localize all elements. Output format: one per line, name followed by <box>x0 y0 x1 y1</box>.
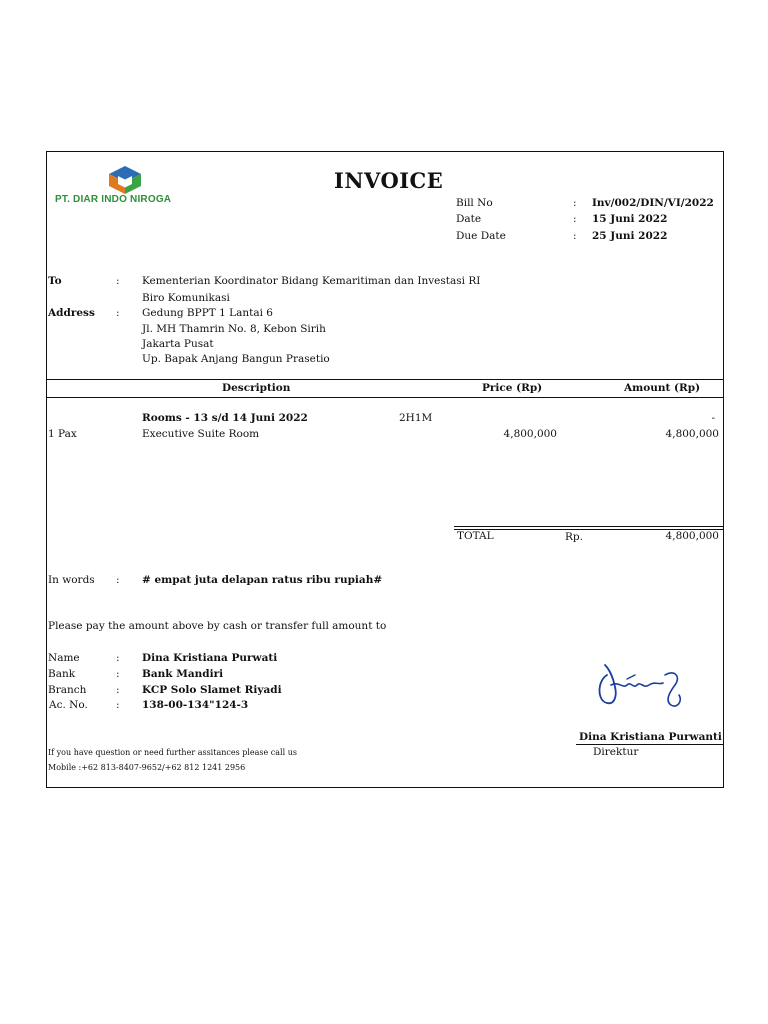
branch-sep: : <box>116 684 120 696</box>
date-label: Date <box>456 213 482 225</box>
contact-line-2: Mobile :+62 813-8407-9652/+62 812 1241 2956 <box>48 763 246 772</box>
bank-name-label: Name <box>48 652 80 664</box>
in-words-value: # empat juta delapan ratus ribu rupiah# <box>142 574 383 586</box>
in-words-sep: : <box>116 574 120 586</box>
in-words-label: In words <box>48 574 95 586</box>
payment-note: Please pay the amount above by cash or transfer full amount to <box>48 620 387 632</box>
branch-label: Branch <box>48 684 87 696</box>
address-line-5: Jakarta Pusat <box>142 338 214 350</box>
account-no-sep: : <box>116 699 120 711</box>
item-description: Executive Suite Room <box>142 428 260 440</box>
to-label: To <box>48 275 62 287</box>
item-amount: 4,800,000 <box>665 428 719 440</box>
total-amount: 4,800,000 <box>665 530 719 542</box>
branch-value: KCP Solo Slamet Riyadi <box>142 684 282 696</box>
bank-sep: : <box>116 668 120 680</box>
company-logo-icon <box>105 164 145 196</box>
section-amount: - <box>711 412 715 424</box>
item-price: 4,800,000 <box>503 428 557 440</box>
item-qty: 1 Pax <box>48 428 77 440</box>
address-line-4: Jl. MH Thamrin No. 8, Kebon Sirih <box>142 323 326 335</box>
invoice-title: INVOICE <box>334 168 444 193</box>
company-logo <box>53 164 193 206</box>
section-title: Rooms - 13 s/d 14 Juni 2022 <box>142 412 308 424</box>
bill-no-value: Inv/002/DIN/VI/2022 <box>592 197 714 209</box>
invoice-sheet <box>46 151 724 788</box>
due-date-sep: : <box>573 230 577 242</box>
account-no-value: 138-00-134"124-3 <box>142 699 249 711</box>
total-rule-1 <box>454 526 723 527</box>
bank-label: Bank <box>48 668 76 680</box>
date-value: 15 Juni 2022 <box>592 213 668 225</box>
total-currency: Rp. <box>565 531 583 543</box>
contact-line-1: If you have question or need further assitances please call us <box>48 748 297 757</box>
bank-name-sep: : <box>116 652 120 664</box>
table-header-rule <box>47 397 723 398</box>
signer-role: Direktur <box>593 746 639 758</box>
company-name: PT. DIAR INDO NIROGA <box>55 194 172 205</box>
address-label: Address <box>48 307 95 319</box>
bank-value: Bank Mandiri <box>142 668 224 680</box>
date-sep: : <box>573 213 577 225</box>
bill-no-sep: : <box>573 197 577 209</box>
bank-name-value: Dina Kristiana Purwati <box>142 652 278 664</box>
address-sep: : <box>116 307 120 319</box>
total-label: TOTAL <box>457 530 494 542</box>
description-header: Description <box>222 382 291 394</box>
price-header: Price (Rp) <box>482 382 543 394</box>
address-line-6: Up. Bapak Anjang Bangun Prasetio <box>142 353 330 365</box>
account-no-label: Ac. No. <box>49 699 88 711</box>
amount-header: Amount (Rp) <box>624 382 701 394</box>
bill-no-label: Bill No <box>456 197 493 209</box>
to-sep: : <box>116 275 120 287</box>
table-top-rule <box>47 379 723 380</box>
address-line-2: Biro Komunikasi <box>142 292 230 304</box>
address-line-1: Kementerian Koordinator Bidang Kemaritiman dan Investasi RI <box>142 275 481 287</box>
due-date-value: 25 Juni 2022 <box>592 230 668 242</box>
signature-graphic <box>595 655 691 715</box>
due-date-label: Due Date <box>456 230 506 242</box>
signer-name: Dina Kristiana Purwanti <box>579 731 722 743</box>
address-line-3: Gedung BPPT 1 Lantai 6 <box>142 307 273 319</box>
section-duration: 2H1M <box>399 412 433 424</box>
